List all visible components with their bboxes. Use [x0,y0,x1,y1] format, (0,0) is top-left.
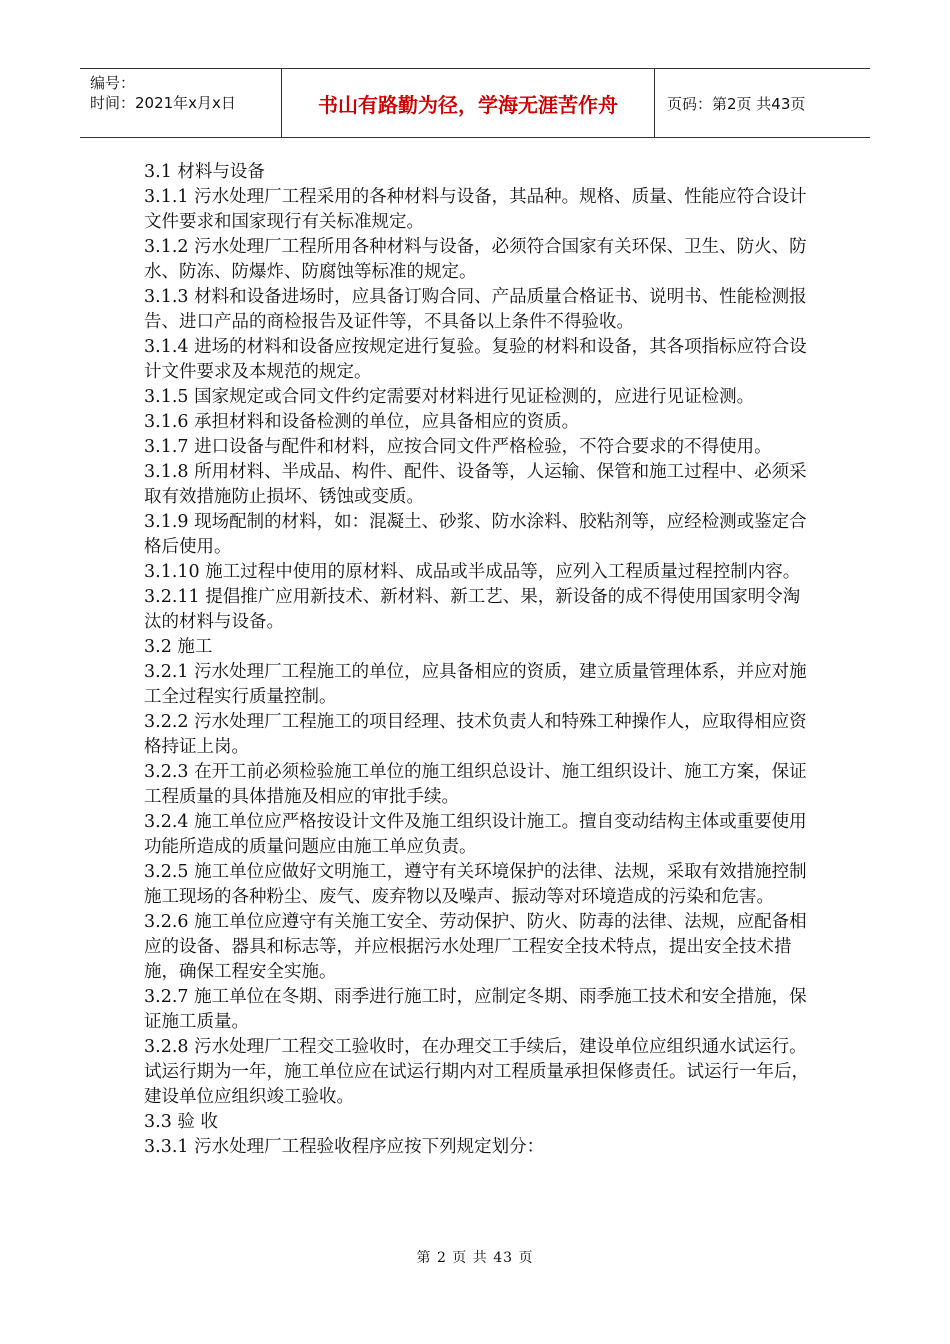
header-meta [80,69,282,137]
clause-paragraph: 3.2.4 施工单位应严格按设计文件及施工组织设计施工。擅自变动结构主体或重要使用功能所造成的质量问题应由施工单应负责。 [144,812,807,857]
serial-label: 编号： [90,74,136,92]
clause-paragraph: 3.1.6 承担材料和设备检测的单位，应具备相应的资质。 [144,412,580,432]
section-heading: 3.2 施工 [144,637,213,657]
header-page-info: 页码：第2页 共43页 [667,94,806,113]
clause-paragraph: 3.1.9 现场配制的材料，如：混凝土、砂浆、防水涂料、胶粘剂等，应经检测或鉴定合格后使用。 [144,512,807,557]
clause-paragraph: 3.2.3 在开工前必须检验施工单位的施工组织总设计、施工组织设计、施工方案，保证工程质量的具体措施及相应的审批手续。 [144,762,807,807]
clause-paragraph: 3.2.7 施工单位在冬期、雨季进行施工时，应制定冬期、雨季施工技术和安全措施，保证施工质量。 [144,987,807,1032]
clause-paragraph: 3.1.4 进场的材料和设备应按规定进行复验。复验的材料和设备，其各项指标应符合设计文件要求及本规范的规定。 [144,337,807,382]
clause-paragraph: 3.1.3 材料和设备进场时，应具备订购合同、产品质量合格证书、说明书、性能检测报告、进口产品的商检报告及证件等，不具备以上条件不得验收。 [144,287,807,332]
clause-paragraph: 3.2.11 提倡推广应用新技术、新材料、新工艺、果，新设备的成不得使用国家明令淘汰的材料与设备。 [144,587,801,632]
clause-paragraph: 3.3.1 污水处理厂工程验收程序应按下列规定划分： [144,1137,545,1157]
clause-paragraph: 3.1.7 进口设备与配件和材料，应按合同文件严格检验，不符合要求的不得使用。 [144,437,772,457]
clause-paragraph: 3.1.2 污水处理厂工程所用各种材料与设备，必须符合国家有关环保、卫生、防火、防水、防冻、防爆炸、防腐蚀等标准的规定。 [144,237,807,282]
header-motto: 书山有路勤为径，学海无涯苦作舟 [282,69,655,137]
clause-paragraph: 3.2.5 施工单位应做好文明施工，遵守有关环境保护的法律、法规，采取有效措施控制施工现场的各种粉尘、废气、废弃物以及噪声、振动等对环境造成的污染和危害。 [144,862,807,907]
clause-paragraph: 3.1.1 污水处理厂工程采用的各种材料与设备，其品种。规格、质量、性能应符合设计文件要求和国家现行有关标准规定。 [144,187,807,232]
clause-paragraph: 3.1.5 国家规定或合同文件约定需要对材料进行见证检测的，应进行见证检测。 [144,387,755,407]
document-body [144,160,812,1160]
page-header [80,68,870,138]
section-heading: 3.3 验 收 [144,1112,218,1132]
clause-paragraph: 3.1.8 所用材料、半成品、构件、配件、设备等，人运输、保管和施工过程中、必须采取有效措施防止损坏、锈蚀或变质。 [144,462,807,507]
clause-paragraph: 3.2.6 施工单位应遵守有关施工安全、劳动保护、防火、防毒的法律、法规，应配备相应的设备、器具和标志等，并应根据污水处理厂工程安全技术特点，提出安全技术措施，确保工程安全实施。 [144,912,807,982]
section-heading: 3.1 材料与设备 [144,162,265,182]
clause-paragraph: 3.1.10 施工过程中使用的原材料、成品或半成品等，应列入工程质量过程控制内容。 [144,562,801,582]
page-footer: 第 2 页 共 43 页 [416,1250,534,1266]
time-label: 时间：2021年x月x日 [90,94,236,112]
clause-paragraph: 3.2.2 污水处理厂工程施工的项目经理、技术负责人和特殊工种操作人，应取得相应资格持证上岗。 [144,712,807,757]
clause-paragraph: 3.2.1 污水处理厂工程施工的单位，应具备相应的资质，建立质量管理体系，并应对施工全过程实行质量控制。 [144,662,807,707]
clause-paragraph: 3.2.8 污水处理厂工程交工验收时，在办理交工手续后，建设单位应组织通水试运行。试运行期为一年，施工单位应在试运行期内对工程质量承担保修责任。试运行一年后，建设单位应组织竣工验收。 [144,1037,809,1107]
